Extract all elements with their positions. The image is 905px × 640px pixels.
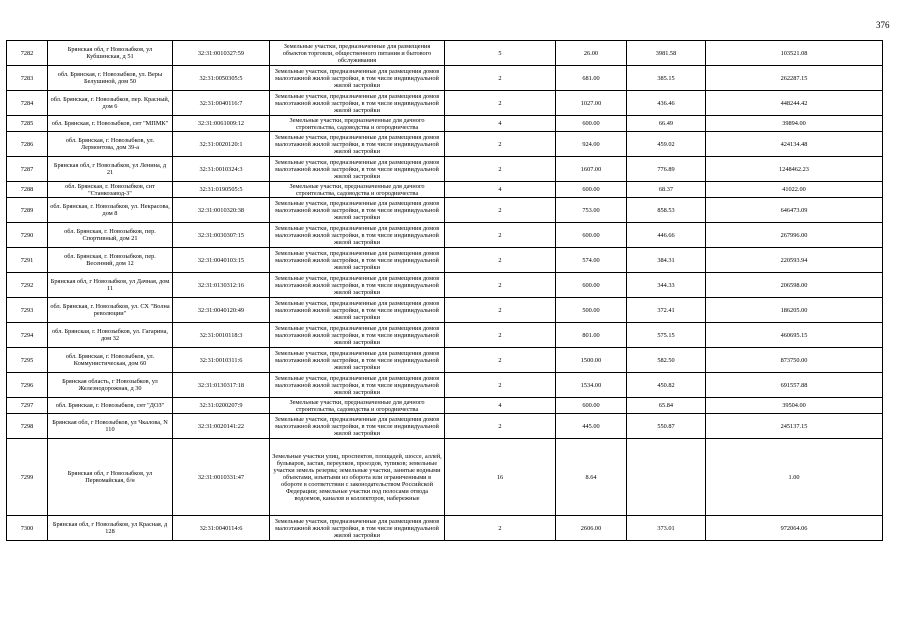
address-cell: Брянская область, г Новозыбков, ул Железнодорожная, д 30 — [48, 373, 173, 398]
address-cell: Брянская обл, г Новозыбков, ул Дачная, дом 11 — [48, 273, 173, 298]
cadastral-number-cell: 32:31:0040114:6 — [173, 516, 270, 541]
address-cell: Брянская обл, г Новозыбков, ул Кубшинская, д 51 — [48, 41, 173, 66]
value-cell: 646473.09 — [706, 198, 883, 223]
table-row — [7, 157, 883, 182]
value-cell: 39504.00 — [706, 398, 883, 414]
price-cell: 68.37 — [627, 182, 706, 198]
address-cell: Брянская обл, г Новозыбков, ул Ленина, д 21 — [48, 157, 173, 182]
purpose-cell: Земельные участки, предназначенные для дачного строительства, садоводства и огородничества — [270, 182, 445, 198]
group-cell: 2 — [445, 66, 556, 91]
table-row — [7, 348, 883, 373]
price-cell: 436.46 — [627, 91, 706, 116]
area-cell: 753.00 — [556, 198, 627, 223]
table-row — [7, 223, 883, 248]
group-cell: 2 — [445, 516, 556, 541]
row-number: 7285 — [7, 116, 48, 132]
price-cell: 385.15 — [627, 66, 706, 91]
row-number: 7292 — [7, 273, 48, 298]
purpose-cell: Земельные участки, предназначенные для размещения домов малоэтажной жилой застройки, в том числе индивидуальной жилой застройки — [270, 66, 445, 91]
table-row — [7, 198, 883, 223]
cadastral-number-cell: 32:31:0040103:15 — [173, 248, 270, 273]
area-cell: 924.00 — [556, 132, 627, 157]
cadastral-number-cell: 32:31:0030307:15 — [173, 223, 270, 248]
purpose-cell: Земельные участки, предназначенные для размещения домов малоэтажной жилой застройки, в том числе индивидуальной жилой застройки — [270, 132, 445, 157]
group-cell: 2 — [445, 157, 556, 182]
table-row — [7, 298, 883, 323]
row-number: 7299 — [7, 439, 48, 516]
purpose-cell: Земельные участки, предназначенные для размещения домов малоэтажной жилой застройки, в том числе индивидуальной жилой застройки — [270, 198, 445, 223]
table-row — [7, 323, 883, 348]
price-cell: 3981.58 — [627, 41, 706, 66]
address-cell: Брянская обл, г Новозыбков, ул Чкалова, N 110 — [48, 414, 173, 439]
table-row — [7, 182, 883, 198]
table-row — [7, 439, 883, 516]
cadastral-number-cell: 32:31:0130312:16 — [173, 273, 270, 298]
table-row — [7, 373, 883, 398]
area-cell: 1027.00 — [556, 91, 627, 116]
purpose-cell: Земельные участки улиц, проспектов, площадей, шоссе, аллей, бульваров, застав, переулков, проездов, тупиков; земельные участки земель резерва; земельные участки, занятые водными объектами, изъятыми из оборота или ограниченными в обороте в соответствии с законодательством Российской Федерации; земельные участки под полосами отвода водоемов, каналов и коллекторов, набережные — [270, 439, 445, 516]
address-cell: Брянская обл, г Новозыбков, ул Первомайская, б/н — [48, 439, 173, 516]
price-cell: 582.50 — [627, 348, 706, 373]
area-cell: 1607.00 — [556, 157, 627, 182]
group-cell: 2 — [445, 91, 556, 116]
price-cell: 384.31 — [627, 248, 706, 273]
page-number: 376 — [876, 20, 890, 30]
area-cell: 445.00 — [556, 414, 627, 439]
cadastral-number-cell: 32:31:0010327:59 — [173, 41, 270, 66]
value-cell: 245137.15 — [706, 414, 883, 439]
row-number: 7288 — [7, 182, 48, 198]
area-cell: 600.00 — [556, 223, 627, 248]
row-number: 7293 — [7, 298, 48, 323]
purpose-cell: Земельные участки, предназначенные для размещения домов малоэтажной жилой застройки, в том числе индивидуальной жилой застройки — [270, 373, 445, 398]
value-cell: 186205.00 — [706, 298, 883, 323]
area-cell: 600.00 — [556, 116, 627, 132]
row-number: 7286 — [7, 132, 48, 157]
address-cell: обл. Брянская, г. Новозыбков, снт "МПМК" — [48, 116, 173, 132]
price-cell: 776.89 — [627, 157, 706, 182]
purpose-cell: Земельные участки, предназначенные для размещения домов малоэтажной жилой застройки, в том числе индивидуальной жилой застройки — [270, 157, 445, 182]
group-cell: 2 — [445, 373, 556, 398]
row-number: 7290 — [7, 223, 48, 248]
table-row — [7, 414, 883, 439]
purpose-cell: Земельные участки, предназначенные для размещения домов малоэтажной жилой застройки, в том числе индивидуальной жилой застройки — [270, 414, 445, 439]
row-number: 7282 — [7, 41, 48, 66]
value-cell: 424134.48 — [706, 132, 883, 157]
purpose-cell: Земельные участки, предназначенные для размещения домов малоэтажной жилой застройки, в том числе индивидуальной жилой застройки — [270, 91, 445, 116]
area-cell: 1534.00 — [556, 373, 627, 398]
price-cell: 858.53 — [627, 198, 706, 223]
cadastral-number-cell: 32:31:0040120:49 — [173, 298, 270, 323]
area-cell: 600.00 — [556, 273, 627, 298]
group-cell: 2 — [445, 132, 556, 157]
address-cell: обл. Брянская, г. Новозыбков, ул. Гагарина, дом 32 — [48, 323, 173, 348]
price-cell: 450.82 — [627, 373, 706, 398]
group-cell: 2 — [445, 248, 556, 273]
price-cell: 459.02 — [627, 132, 706, 157]
value-cell: 460695.15 — [706, 323, 883, 348]
address-cell: обл. Брянская, г. Новозыбков, ул. СХ "Волна революции" — [48, 298, 173, 323]
row-number: 7291 — [7, 248, 48, 273]
row-number: 7283 — [7, 66, 48, 91]
row-number: 7297 — [7, 398, 48, 414]
table-row — [7, 516, 883, 541]
group-cell: 2 — [445, 414, 556, 439]
value-cell: 206598.00 — [706, 273, 883, 298]
purpose-cell: Земельные участки, предназначенные для размещения домов малоэтажной жилой застройки, в том числе индивидуальной жилой застройки — [270, 516, 445, 541]
row-number: 7296 — [7, 373, 48, 398]
cadastral-number-cell: 32:31:0061009:12 — [173, 116, 270, 132]
row-number: 7294 — [7, 323, 48, 348]
purpose-cell: Земельные участки, предназначенные для размещения объектов торговли, общественного питания и бытового обслуживания — [270, 41, 445, 66]
row-number: 7300 — [7, 516, 48, 541]
address-cell: обл. Брянская, г. Новозыбков, ул. Веры Белушиной, дом 50 — [48, 66, 173, 91]
table-row — [7, 91, 883, 116]
value-cell: 1248462.23 — [706, 157, 883, 182]
purpose-cell: Земельные участки, предназначенные для размещения домов малоэтажной жилой застройки, в том числе индивидуальной жилой застройки — [270, 248, 445, 273]
cadastral-number-cell: 32:31:0010311:6 — [173, 348, 270, 373]
table-row — [7, 66, 883, 91]
value-cell: 691557.88 — [706, 373, 883, 398]
table-row — [7, 116, 883, 132]
price-cell: 66.49 — [627, 116, 706, 132]
row-number: 7295 — [7, 348, 48, 373]
cadastral-number-cell: 32:31:0130317:18 — [173, 373, 270, 398]
table-row — [7, 132, 883, 157]
price-cell: 373.01 — [627, 516, 706, 541]
purpose-cell: Земельные участки, предназначенные для размещения домов малоэтажной жилой застройки, в том числе индивидуальной жилой застройки — [270, 348, 445, 373]
address-cell: обл. Брянская, г. Новозыбков, пер. Спортивный, дом 21 — [48, 223, 173, 248]
address-cell: обл. Брянская, г. Новозыбков, ул. Некрасова, дом 8 — [48, 198, 173, 223]
cadastral-number-cell: 32:31:0020120:1 — [173, 132, 270, 157]
address-cell: обл. Брянская, г. Новозыбков, пер. Красный, дом 6 — [48, 91, 173, 116]
value-cell: 41022.00 — [706, 182, 883, 198]
purpose-cell: Земельные участки, предназначенные для размещения домов малоэтажной жилой застройки, в том числе индивидуальной жилой застройки — [270, 298, 445, 323]
price-cell: 372.41 — [627, 298, 706, 323]
group-cell: 2 — [445, 298, 556, 323]
value-cell: 1.00 — [706, 439, 883, 516]
price-cell: 550.87 — [627, 414, 706, 439]
area-cell: 600.00 — [556, 398, 627, 414]
table-row — [7, 398, 883, 414]
area-cell: 8.64 — [556, 439, 627, 516]
purpose-cell: Земельные участки, предназначенные для дачного строительства, садоводства и огородничества — [270, 116, 445, 132]
group-cell: 2 — [445, 323, 556, 348]
value-cell: 220593.94 — [706, 248, 883, 273]
address-cell: обл. Брянская, г. Новозыбков, снт "Станкозавод-3" — [48, 182, 173, 198]
area-cell: 574.00 — [556, 248, 627, 273]
group-cell: 2 — [445, 223, 556, 248]
purpose-cell: Земельные участки, предназначенные для размещения домов малоэтажной жилой застройки, в том числе индивидуальной жилой застройки — [270, 223, 445, 248]
address-cell: обл. Брянская, г. Новозыбков, пер. Весенний, дом 12 — [48, 248, 173, 273]
address-cell: обл. Брянская, г. Новозыбков, ул. Лермонтова, дом 39-а — [48, 132, 173, 157]
value-cell: 262287.15 — [706, 66, 883, 91]
area-cell: 500.00 — [556, 298, 627, 323]
cadastral-number-cell: 32:31:0010118:3 — [173, 323, 270, 348]
area-cell: 2606.00 — [556, 516, 627, 541]
cadastral-number-cell: 32:31:0050305:5 — [173, 66, 270, 91]
price-cell: 344.33 — [627, 273, 706, 298]
group-cell: 2 — [445, 198, 556, 223]
group-cell: 4 — [445, 116, 556, 132]
value-cell: 448244.42 — [706, 91, 883, 116]
row-number: 7284 — [7, 91, 48, 116]
value-cell: 103521.08 — [706, 41, 883, 66]
cadastral-number-cell: 32:31:0010324:3 — [173, 157, 270, 182]
price-cell: 65.84 — [627, 398, 706, 414]
address-cell: обл. Брянская, г. Новозыбков, ул. Коммунистическая, дом 60 — [48, 348, 173, 373]
row-number: 7298 — [7, 414, 48, 439]
row-number: 7289 — [7, 198, 48, 223]
group-cell: 2 — [445, 348, 556, 373]
area-cell: 681.00 — [556, 66, 627, 91]
group-cell: 4 — [445, 182, 556, 198]
price-cell: 575.15 — [627, 323, 706, 348]
value-cell: 873750.00 — [706, 348, 883, 373]
group-cell: 2 — [445, 273, 556, 298]
row-number: 7287 — [7, 157, 48, 182]
area-cell: 26.00 — [556, 41, 627, 66]
purpose-cell: Земельные участки, предназначенные для размещения домов малоэтажной жилой застройки, в том числе индивидуальной жилой застройки — [270, 273, 445, 298]
area-cell: 600.00 — [556, 182, 627, 198]
table-body — [7, 41, 883, 541]
table-row — [7, 273, 883, 298]
area-cell: 1500.00 — [556, 348, 627, 373]
table-row — [7, 248, 883, 273]
area-cell: 801.00 — [556, 323, 627, 348]
purpose-cell: Земельные участки, предназначенные для размещения домов малоэтажной жилой застройки, в том числе индивидуальной жилой застройки — [270, 323, 445, 348]
cadastral-number-cell: 32:31:0200207:9 — [173, 398, 270, 414]
land-valuation-table — [6, 40, 883, 541]
group-cell: 5 — [445, 41, 556, 66]
group-cell: 16 — [445, 439, 556, 516]
cadastral-number-cell: 32:31:0010320:38 — [173, 198, 270, 223]
price-cell — [627, 439, 706, 516]
value-cell: 267996.00 — [706, 223, 883, 248]
price-cell: 446.66 — [627, 223, 706, 248]
purpose-cell: Земельные участки, предназначенные для дачного строительства, садоводства и огородничества — [270, 398, 445, 414]
address-cell: обл. Брянская, г. Новозыбков, снт "ДОЗ" — [48, 398, 173, 414]
cadastral-number-cell: 32:31:0020141:22 — [173, 414, 270, 439]
value-cell: 39894.00 — [706, 116, 883, 132]
cadastral-number-cell: 32:31:0040116:7 — [173, 91, 270, 116]
cadastral-number-cell: 32:31:0010331:47 — [173, 439, 270, 516]
value-cell: 972064.06 — [706, 516, 883, 541]
address-cell: Брянская обл, г Новозыбков, ул Красная, д 128 — [48, 516, 173, 541]
table-row — [7, 41, 883, 66]
cadastral-number-cell: 32:31:0190505:5 — [173, 182, 270, 198]
group-cell: 4 — [445, 398, 556, 414]
